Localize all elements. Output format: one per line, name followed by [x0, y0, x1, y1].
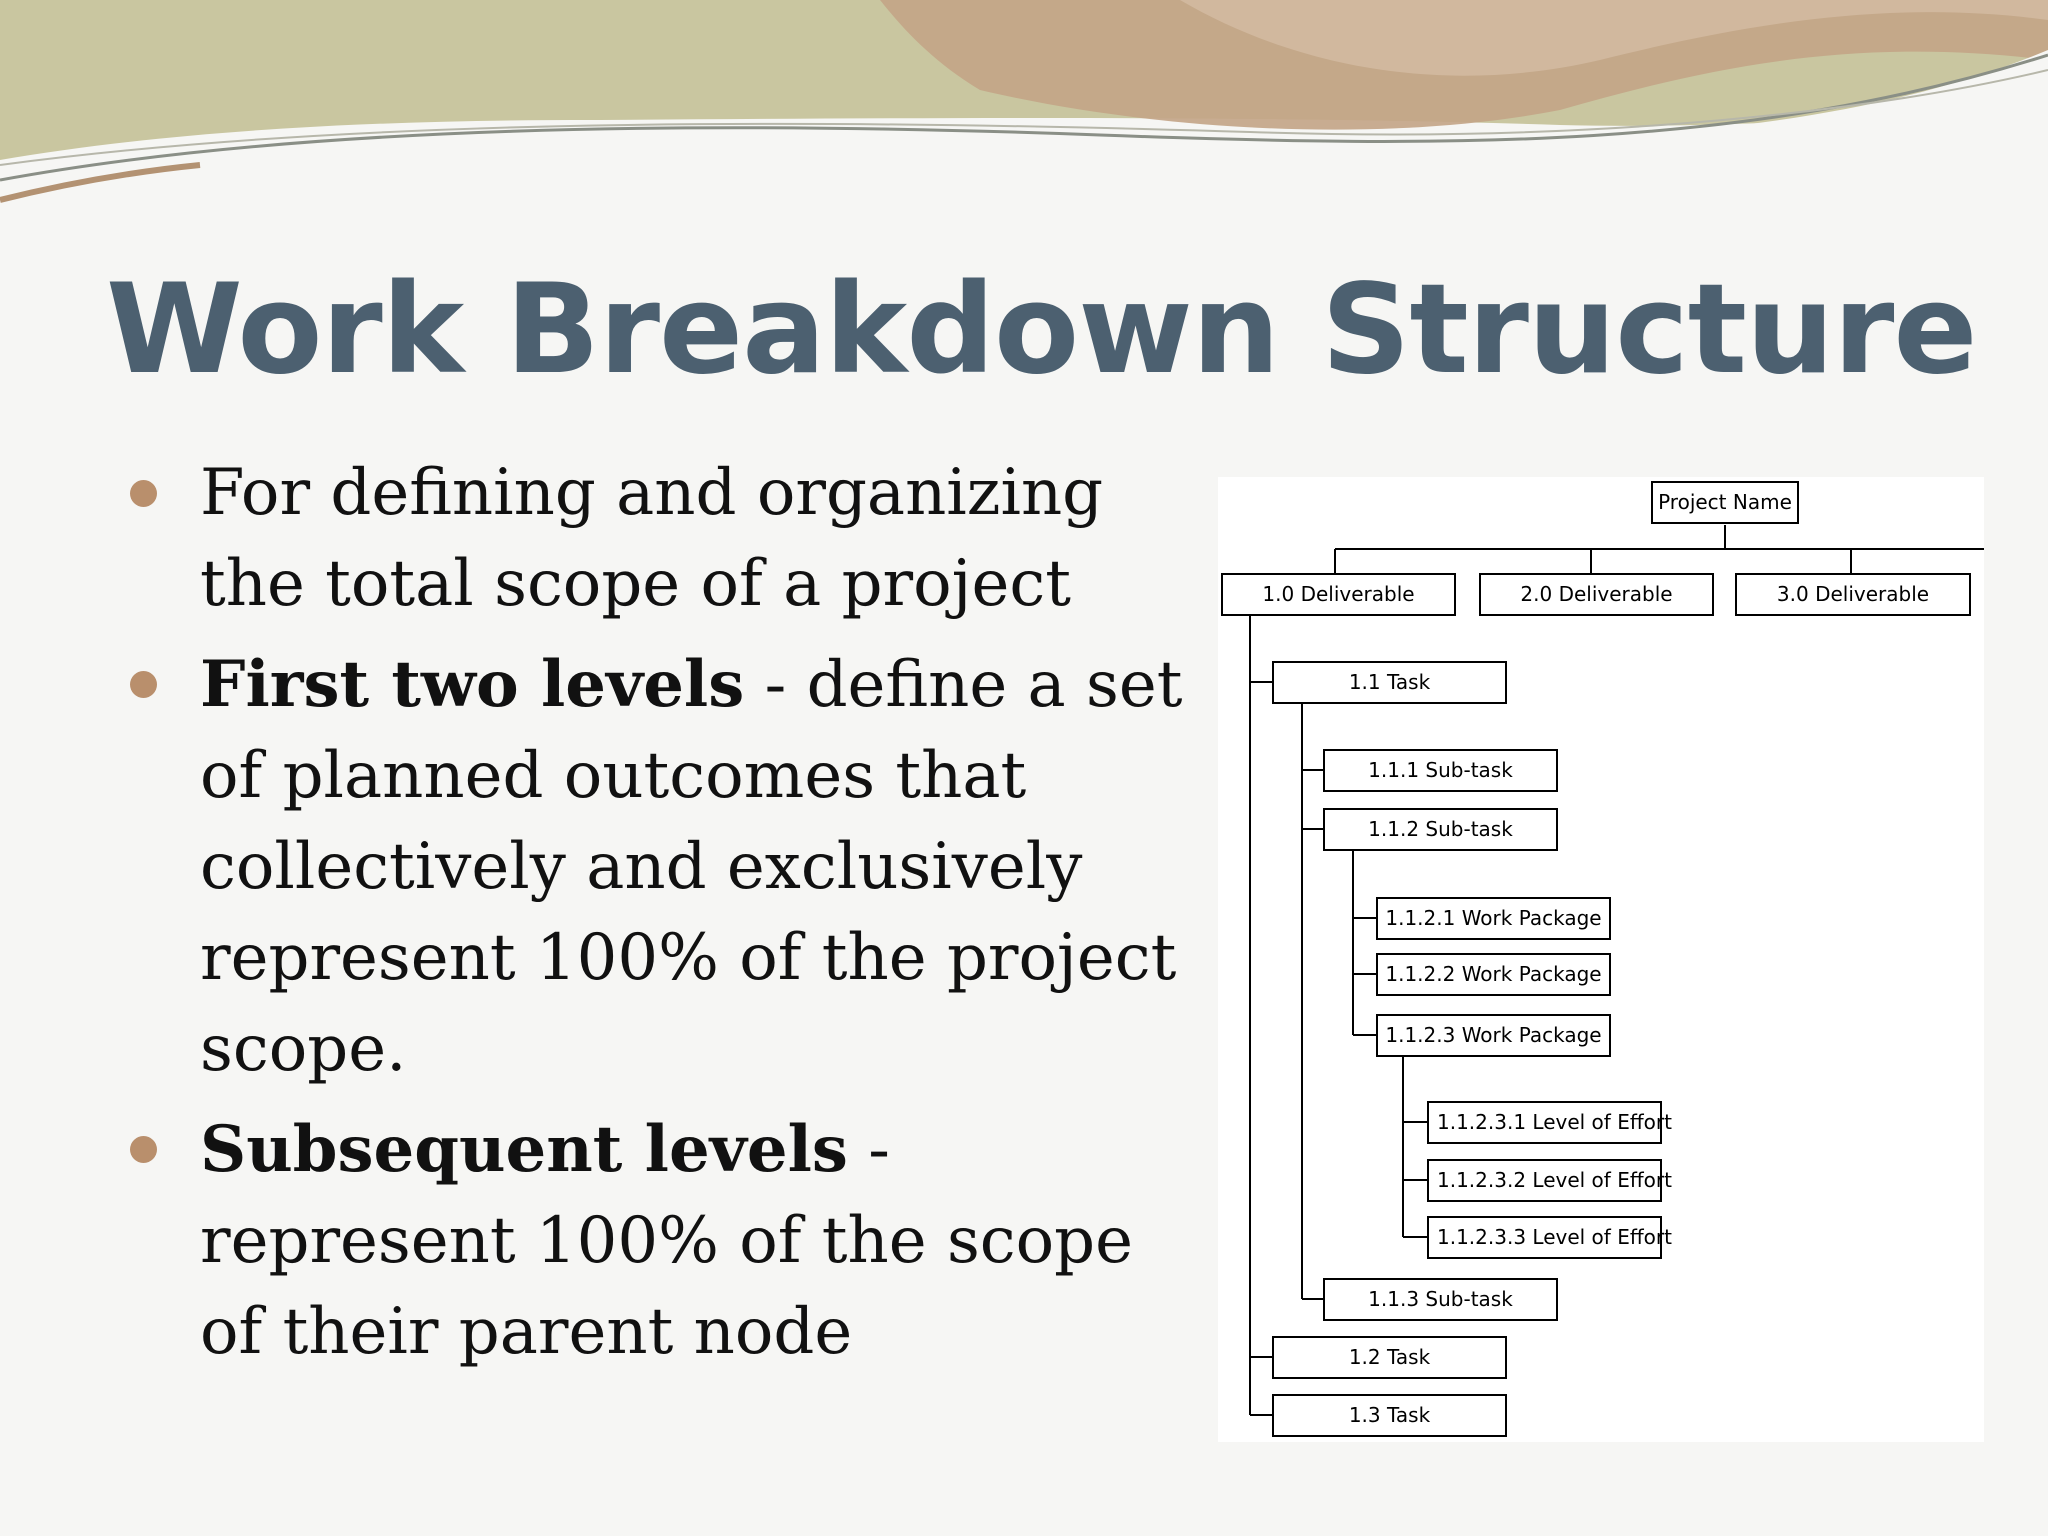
- wbs-node-work-package: 1.1.2.1 Work Package: [1376, 897, 1611, 940]
- bullet-text: - define a set of planned outcomes that collectively and exclusively represent 100% of the project scope.: [200, 648, 1183, 1086]
- wbs-node-deliverable: 1.0 Deliverable: [1221, 573, 1456, 616]
- wbs-node-level-of-effort: 1.1.2.3.2 Level of Effort: [1427, 1159, 1662, 1202]
- wbs-node-subtask: 1.1.3 Sub-task: [1323, 1278, 1558, 1321]
- slide-title: Work Breakdown Structure: [106, 258, 1977, 402]
- wbs-node-subtask: 1.1.2 Sub-task: [1323, 808, 1558, 851]
- bullet-marker-icon: [130, 671, 157, 698]
- wbs-node-deliverable: 2.0 Deliverable: [1479, 573, 1714, 616]
- wbs-node-root: Project Name: [1651, 481, 1799, 524]
- bullet-item: [200, 448, 1190, 630]
- bullet-text: For defining and organizing the total scope of a project: [200, 456, 1104, 621]
- bullet-item: [200, 1104, 1190, 1378]
- wbs-node-level-of-effort: 1.1.2.3.1 Level of Effort: [1427, 1101, 1662, 1144]
- wbs-diagram: [1218, 477, 1984, 1442]
- bullet-marker-icon: [130, 1136, 157, 1163]
- wbs-node-task: 1.3 Task: [1272, 1394, 1507, 1437]
- bullet-marker-icon: [130, 480, 157, 507]
- bullet-list: [200, 448, 1190, 1387]
- wbs-node-subtask: 1.1.1 Sub-task: [1323, 749, 1558, 792]
- bullet-bold-term: Subsequent levels: [200, 1112, 848, 1187]
- wbs-node-level-of-effort: 1.1.2.3.3 Level of Effort: [1427, 1216, 1662, 1259]
- wbs-node-work-package: 1.1.2.3 Work Package: [1376, 1014, 1611, 1057]
- bullet-bold-term: First two levels: [200, 647, 745, 722]
- wbs-node-deliverable: 3.0 Deliverable: [1735, 573, 1971, 616]
- bullet-item: [200, 639, 1190, 1095]
- wbs-node-task: 1.2 Task: [1272, 1336, 1507, 1379]
- bullet-text: - represent 100% of the scope of their parent node: [200, 1113, 1133, 1369]
- wbs-node-task: 1.1 Task: [1272, 661, 1507, 704]
- wbs-node-work-package: 1.1.2.2 Work Package: [1376, 953, 1611, 996]
